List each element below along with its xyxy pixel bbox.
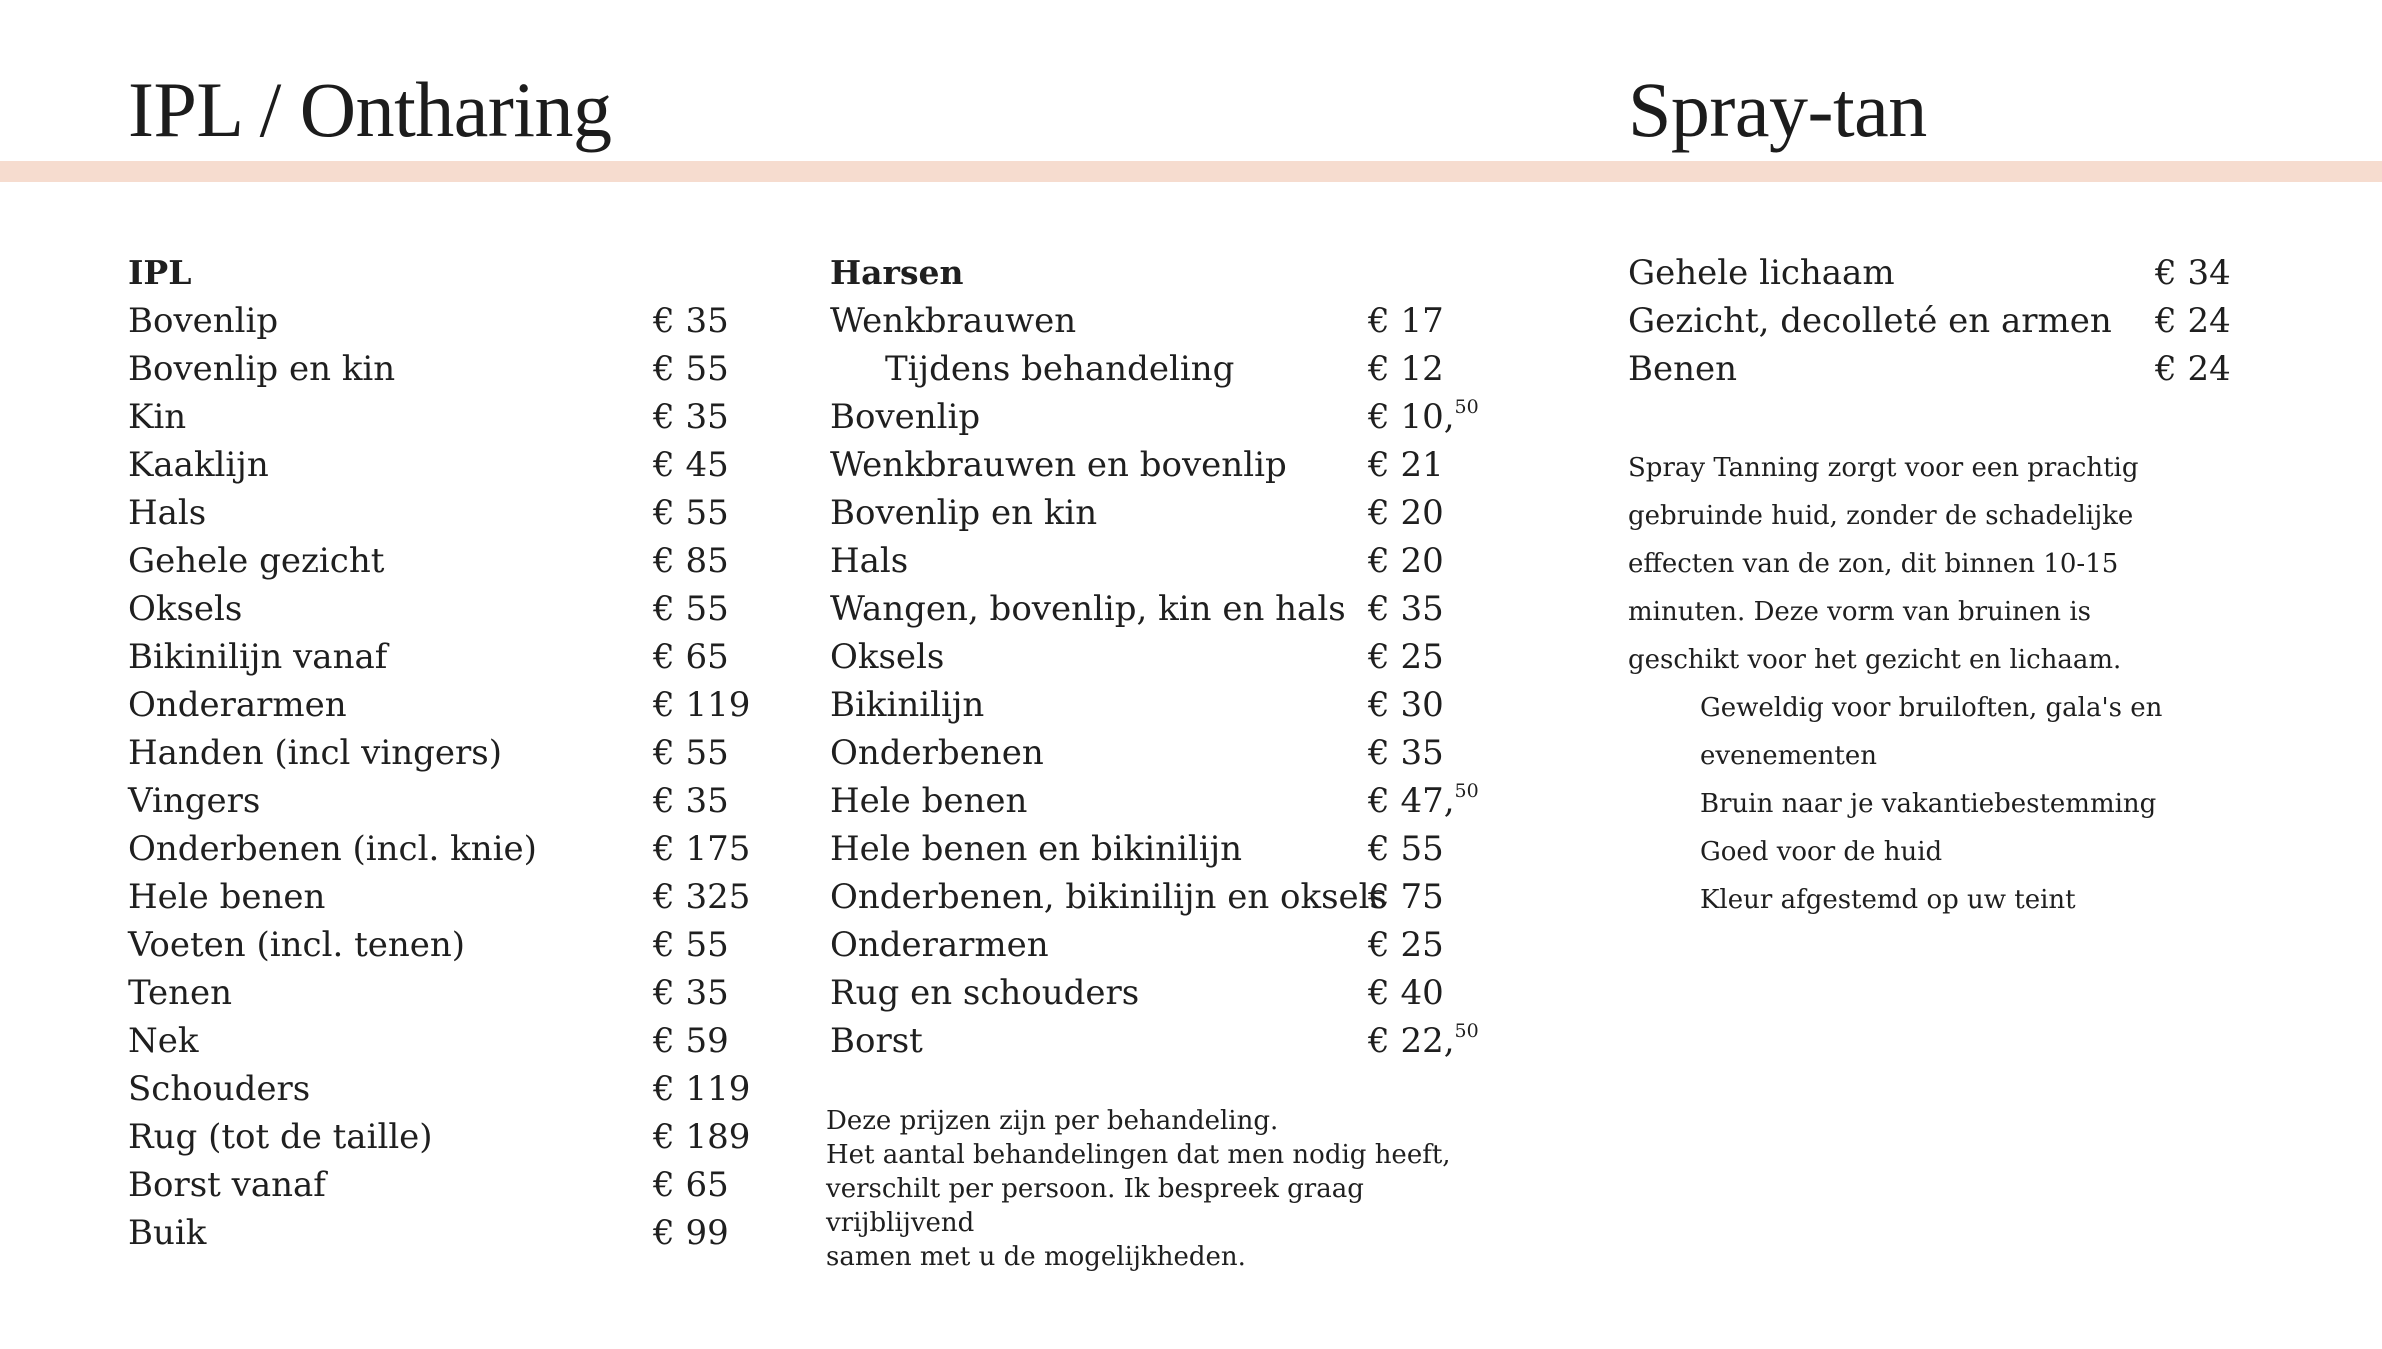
item-price [2155,249,2231,297]
price-amount: € 55 [653,349,729,389]
price-amount: € 34 [2155,253,2231,293]
item-label: Nek [128,1021,199,1061]
item-price [653,1065,750,1113]
price-row [830,1017,1480,1065]
item-price [653,393,729,441]
price-row [830,297,1480,345]
description-line: minuten. Deze vorm van bruinen is [1628,597,2091,627]
description-line: gebruinde huid, zonder de schadelijke [1628,501,2134,531]
price-amount: € 119 [653,1069,751,1109]
item-label: Oksels [128,589,243,629]
item-label: Hele benen [128,877,326,917]
item-label: Onderbenen (incl. knie) [128,829,537,869]
item-label: Bikinilijn vanaf [128,637,388,677]
item-price [653,441,729,489]
price-cents: 50 [1454,779,1479,802]
item-label: Bovenlip en kin [830,493,1098,533]
price-row [830,873,1480,921]
item-label: Wenkbrauwen en bovenlip [830,445,1287,485]
price-row [830,441,1480,489]
price-amount: € 99 [653,1213,729,1253]
price-row [830,777,1480,825]
price-amount: € 25 [1368,925,1444,965]
price-row [830,633,1480,681]
item-price [653,1113,750,1161]
item-label: Hals [128,493,207,533]
benefit-item: Bruin naar je vakantiebestemming [1700,789,2157,819]
item-price [653,1209,729,1257]
price-row [128,825,768,873]
price-row [1628,345,2368,393]
price-row [128,1017,768,1065]
spray-benefits-list [1700,684,2260,924]
price-row [128,873,768,921]
price-amount: € 325 [653,877,751,917]
price-amount: € 65 [653,1165,729,1205]
price-amount: € 22, [1368,1021,1455,1061]
item-price [653,489,729,537]
price-amount: € 21 [1368,445,1444,485]
note-line: Het aantal behandelingen dat men nodig heeft, [826,1140,1451,1170]
price-amount: € 65 [653,637,729,677]
harsen-note [826,1104,1506,1274]
item-price [1368,441,1444,489]
item-price [653,969,729,1017]
ipl-price-list [128,249,768,1257]
benefit-item: Kleur afgestemd op uw teint [1700,885,2076,915]
item-price [653,1017,729,1065]
item-label: Onderarmen [128,685,347,725]
item-label: Gehele gezicht [128,541,385,581]
item-label: Tijdens behandeling [885,349,1235,389]
item-label: Bovenlip [830,397,981,437]
price-amount: € 59 [653,1021,729,1061]
item-price [1368,633,1444,681]
note-line: Deze prijzen zijn per behandeling. [826,1106,1279,1136]
benefit-item: Goed voor de huid [1700,837,1943,867]
item-label: Onderarmen [830,925,1049,965]
price-amount: € 55 [653,589,729,629]
price-row [830,825,1480,873]
price-row [1628,297,2368,345]
item-price [653,873,750,921]
item-price [1368,825,1444,873]
price-amount: € 35 [1368,589,1444,629]
price-row [128,729,768,777]
item-price [1368,393,1479,441]
item-label: Bikinilijn [830,685,985,725]
description-line: geschikt voor het gezicht en lichaam. [1628,645,2122,675]
price-row [128,585,768,633]
item-price [653,345,729,393]
item-price [1368,777,1479,825]
item-price [653,585,729,633]
item-price [1368,729,1444,777]
price-amount: € 75 [1368,877,1444,917]
price-amount: € 189 [653,1117,751,1157]
item-label: Borst vanaf [128,1165,326,1205]
price-row [128,777,768,825]
item-label: Hele benen [830,781,1028,821]
price-row [128,297,768,345]
item-price [653,777,729,825]
price-amount: € 35 [653,397,729,437]
price-row [830,969,1480,1017]
price-row [128,1113,768,1161]
spray-description [1628,444,2188,684]
price-row [128,1065,768,1113]
item-label: Wangen, bovenlip, kin en hals [830,589,1346,629]
item-price [1368,921,1444,969]
price-amount: € 35 [653,973,729,1013]
accent-band [0,161,2382,182]
item-price [1368,873,1444,921]
price-row [1628,249,2368,297]
item-label: Benen [1628,349,1738,389]
price-amount: € 55 [653,493,729,533]
price-row [128,489,768,537]
item-label: Wenkbrauwen [830,301,1077,341]
price-amount: € 25 [1368,637,1444,677]
price-amount: € 35 [653,781,729,821]
price-row [128,969,768,1017]
price-row [128,537,768,585]
item-label: Handen (incl vingers) [128,733,502,773]
description-line: Spray Tanning zorgt voor een prachtig [1628,453,2139,483]
note-line: verschilt per persoon. Ik bespreek graag vrijblijvend [826,1174,1364,1238]
item-price [653,297,729,345]
item-label: Hele benen en bikinilijn [830,829,1243,869]
description-line: effecten van de zon, dit binnen 10-15 [1628,549,2119,579]
price-row [128,393,768,441]
harsen-price-list [830,249,1480,1065]
item-price [1368,489,1444,537]
item-label: Buik [128,1213,207,1253]
note-line: samen met u de mogelijkheden. [826,1242,1246,1272]
price-amount: € 30 [1368,685,1444,725]
item-price [653,681,750,729]
item-price [653,1161,729,1209]
price-row [830,921,1480,969]
price-amount: € 47, [1368,781,1455,821]
item-label: Tenen [128,973,233,1013]
item-price [653,921,729,969]
price-amount: € 55 [653,733,729,773]
price-row [830,345,1480,393]
item-price [653,825,750,873]
item-price [1368,681,1444,729]
item-price [2155,345,2231,393]
price-amount: € 10, [1368,397,1455,437]
price-cents: 50 [1454,1019,1479,1042]
item-price [653,729,729,777]
item-price [1368,969,1444,1017]
price-row [128,441,768,489]
item-label: Schouders [128,1069,311,1109]
item-price [653,633,729,681]
item-label: Kaaklijn [128,445,269,485]
item-price [1368,537,1444,585]
item-price [2155,297,2231,345]
benefit-item: Geweldig voor bruiloften, gala's en [1700,693,2163,723]
item-label: Hals [830,541,909,581]
price-amount: € 40 [1368,973,1444,1013]
price-row [830,393,1480,441]
price-amount: € 20 [1368,541,1444,581]
price-row [830,489,1480,537]
price-amount: € 175 [653,829,751,869]
price-row [128,633,768,681]
price-cents: 50 [1454,395,1479,418]
price-amount: € 24 [2155,301,2231,341]
harsen-heading: Harsen [830,253,964,292]
price-row [128,681,768,729]
item-label: Gezicht, decolleté en armen [1628,301,2112,341]
price-row [830,537,1480,585]
item-label: Rug (tot de taille) [128,1117,433,1157]
spray-tan-title: Spray-tan [1628,66,1927,153]
item-label: Oksels [830,637,945,677]
spray-price-list [1628,249,2368,393]
benefit-item: evenementen [1700,741,1877,771]
item-label: Bovenlip en kin [128,349,396,389]
price-amount: € 12 [1368,349,1444,389]
price-row [128,345,768,393]
price-amount: € 55 [1368,829,1444,869]
price-row [830,681,1480,729]
price-row [128,1161,768,1209]
item-price [1368,585,1444,633]
ipl-heading: IPL [128,253,192,292]
price-row [830,729,1480,777]
item-label: Onderbenen, bikinilijn en oksels [830,877,1387,917]
price-amount: € 17 [1368,301,1444,341]
item-label: Borst [830,1021,923,1061]
item-label: Voeten (incl. tenen) [128,925,466,965]
item-label: Onderbenen [830,733,1044,773]
item-label: Rug en schouders [830,973,1140,1013]
item-label: Vingers [128,781,261,821]
price-amount: € 35 [1368,733,1444,773]
price-amount: € 20 [1368,493,1444,533]
item-price [653,537,729,585]
price-row [128,1209,768,1257]
item-label: Bovenlip [128,301,279,341]
item-price [1368,1017,1479,1065]
ipl-ontharing-title: IPL / Ontharing [128,66,612,153]
price-amount: € 119 [653,685,751,725]
price-amount: € 45 [653,445,729,485]
item-label: Gehele lichaam [1628,253,1895,293]
item-label: Kin [128,397,187,437]
price-amount: € 24 [2155,349,2231,389]
price-row [830,585,1480,633]
price-amount: € 85 [653,541,729,581]
price-amount: € 55 [653,925,729,965]
price-amount: € 35 [653,301,729,341]
item-price [1368,297,1444,345]
item-price [1368,345,1444,393]
price-row [128,921,768,969]
